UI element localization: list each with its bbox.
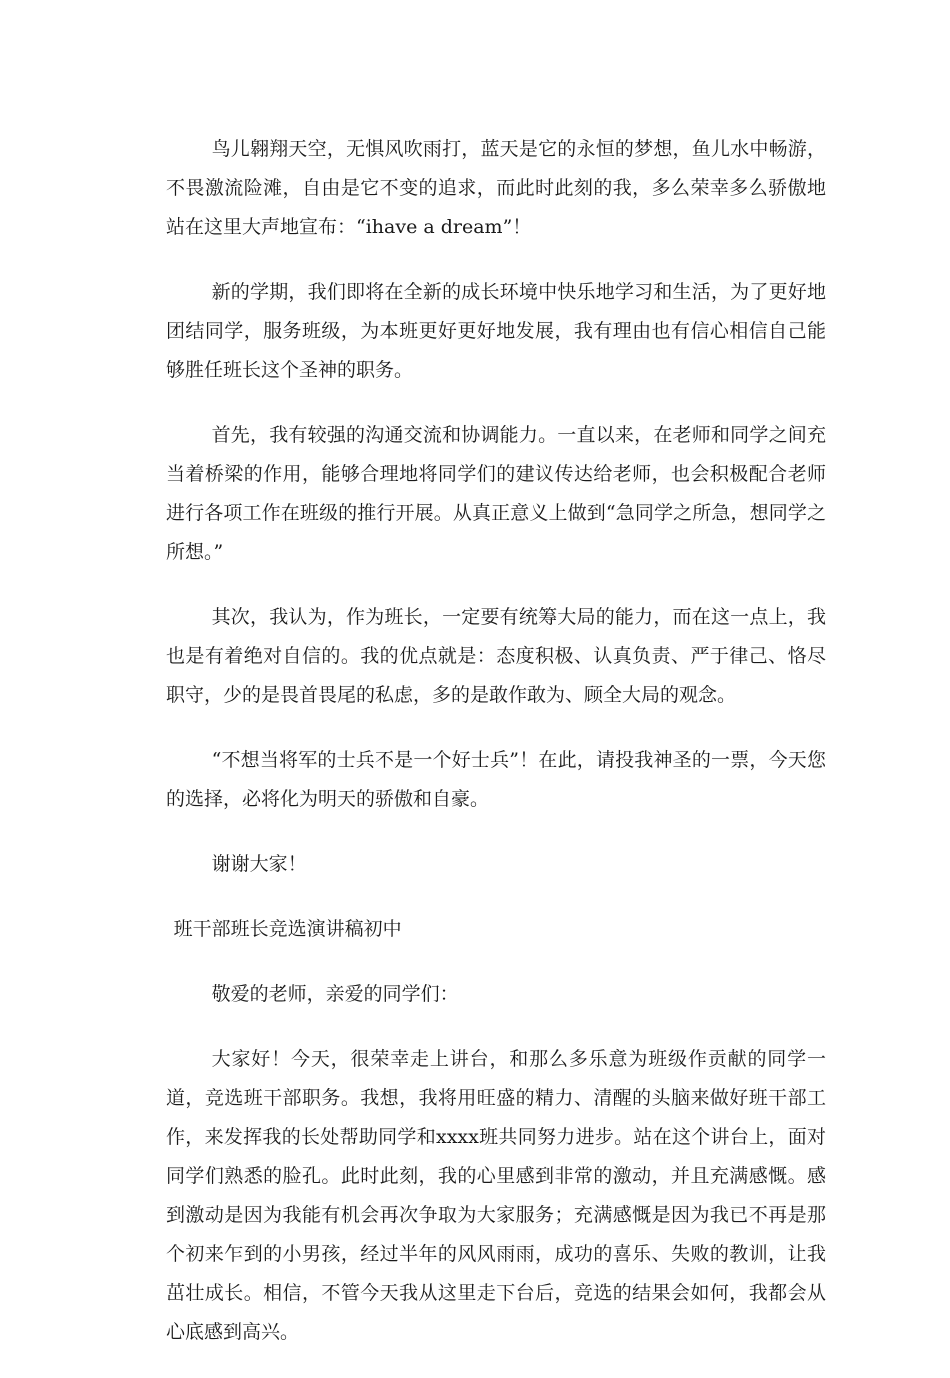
paragraph-second: 其次，我认为，作为班长，一定要有统筹大局的能力，而在这一点上，我也是有着绝对自信的。我的优点就是：态度积极、认真负责、严于律己、恪尽职守，少的是畏首畏尾的私虑，多的是敢作敢为、顾全大局的观念。	[166, 606, 826, 706]
paragraph-first: 首先，我有较强的沟通交流和协调能力。一直以来，在老师和同学之间充当着桥梁的作用，能够合理地将同学们的建议传达给老师，也会积极配合老师进行各项工作在班级的推行开展。从真正意义上做到“急同学之所急，想同学之所想。”	[166, 424, 826, 563]
paragraph-new-semester: 新的学期，我们即将在全新的成长环境中快乐地学习和生活，为了更好地团结同学，服务班级，为本班更好更好地发展，我有理由也有信心相信自己能够胜任班长这个圣神的职务。	[166, 281, 826, 381]
paragraph-intro: 大家好！今天，很荣幸走上讲台，和那么多乐意为班级作贡献的同学一道，竞选班干部职务。我想，我将用旺盛的精力、清醒的头脑来做好班干部工作，来发挥我的长处帮助同学和xxxx班共同努力进步。站在这个讲台上，面对同学们熟悉的脸孔。此时此刻，我的心里感到非常的激动，并且充满感慨。感到激动是因为我能有机会再次争取为大家服务；充满感慨是因为我已不再是那个初来乍到的小男孩，经过半年的风风雨雨，成功的喜乐、失败的教训，让我茁壮成长。相信，不管今天我从这里走下台后，竞选的结果会如何，我都会从心底感到高兴。	[166, 1048, 826, 1343]
document-body	[166, 130, 826, 1378]
paragraph-thanks: 谢谢大家！	[211, 853, 307, 875]
section-title: 班干部班长竞选演讲稿初中	[173, 918, 402, 940]
paragraph-dream: 鸟儿翱翔天空，无惧风吹雨打，蓝天是它的永恒的梦想，鱼儿水中畅游，不畏激流险滩，自由是它不变的追求，而此时此刻的我，多么荣幸多么骄傲地站在这里大声地宣布：“ihave a dream”！	[166, 138, 826, 238]
paragraph-greeting: 敬爱的老师，亲爱的同学们：	[211, 983, 459, 1005]
paragraph-vote: “不想当将军的士兵不是一个好士兵”！在此，请投我神圣的一票，今天您的选择，必将化为明天的骄傲和自豪。	[166, 749, 826, 810]
